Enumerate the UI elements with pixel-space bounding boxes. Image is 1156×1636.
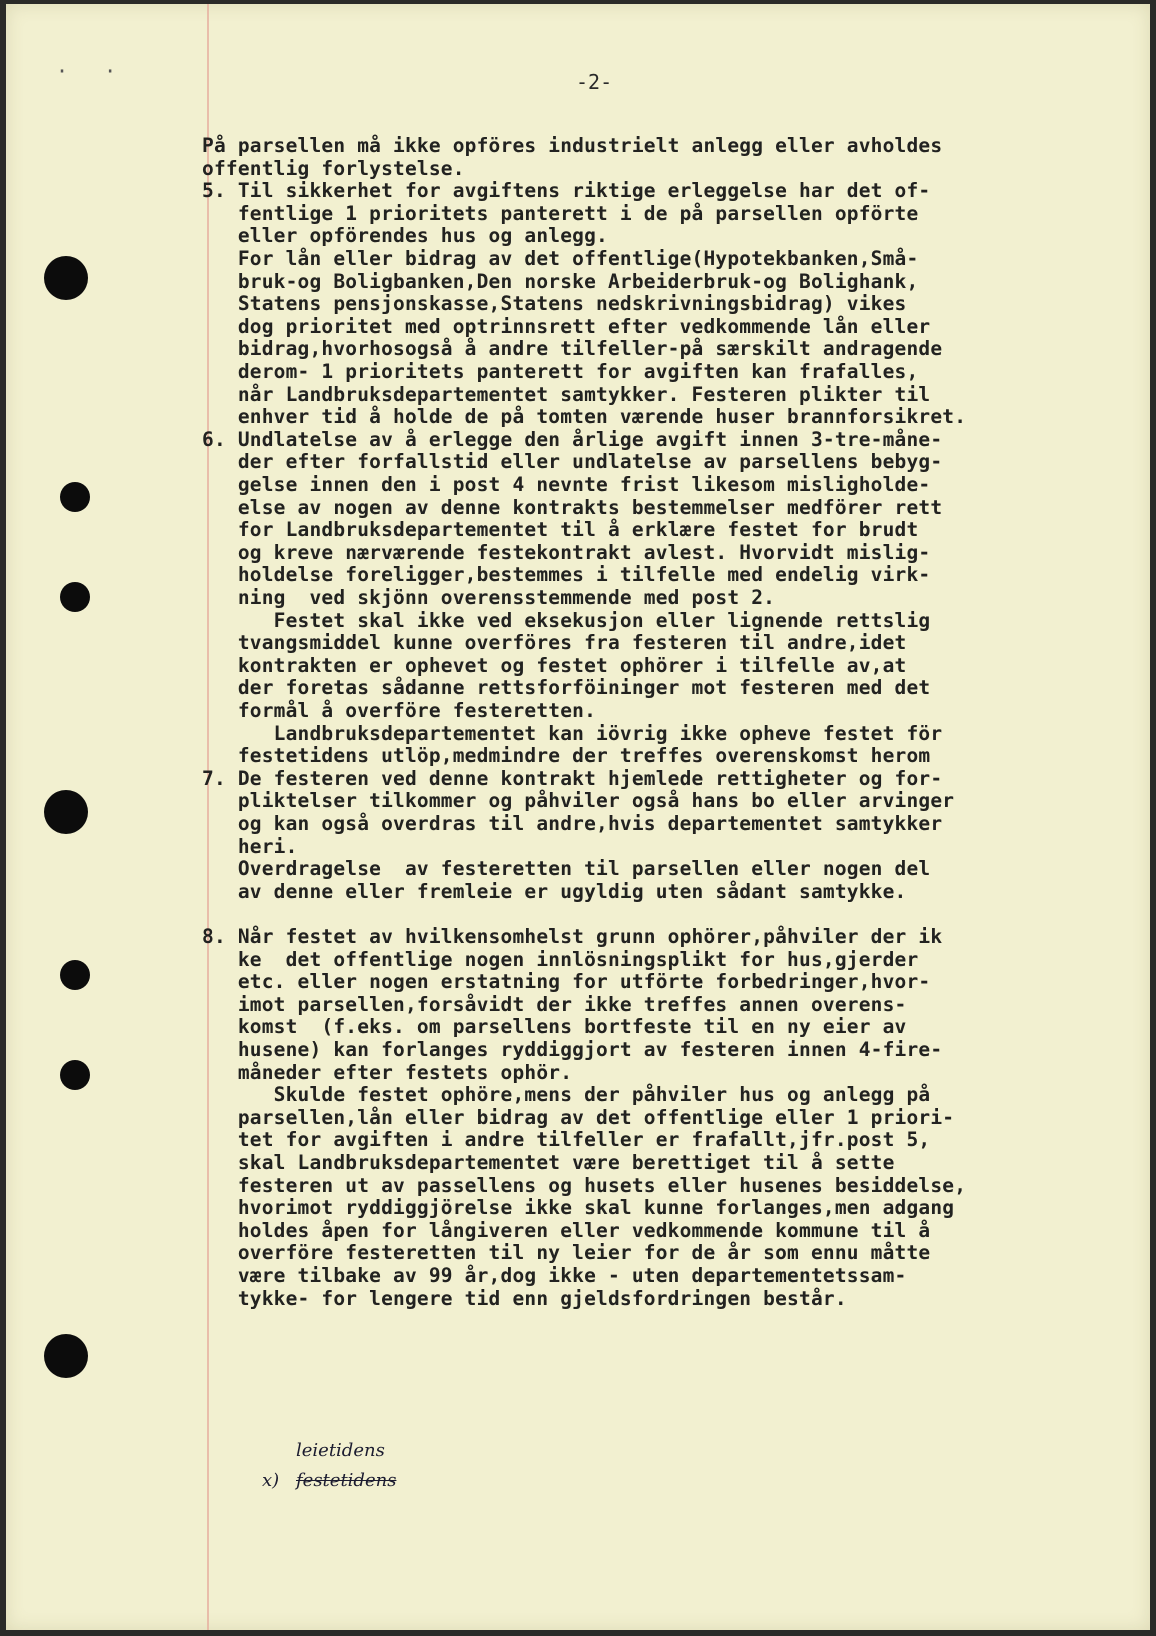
typed-line: skal Landbruksdepartementet være berettiget til å sette bbox=[202, 1151, 895, 1174]
typed-line: derom- 1 prioritets panterett for avgiften kan frafalles, bbox=[202, 360, 919, 383]
typed-line: av denne eller fremleie er ugyldig uten sådant samtykke. bbox=[202, 879, 907, 903]
typed-line: parsellen,lån eller bidrag av det offentlige eller 1 priori- bbox=[202, 1105, 955, 1129]
typed-line: formål å overföre festeretten. bbox=[202, 699, 597, 722]
typed-line: hvorimot ryddiggjörelse ikke skal kunne forlanges,men adgang bbox=[202, 1196, 955, 1220]
typed-line: tykke- for lengere tid enn gjeldsfordringen består. bbox=[202, 1286, 847, 1310]
typed-line: holdelse foreligger,bestemmes i tilfelle med endelig virk- bbox=[202, 563, 931, 587]
typed-line: der foretas sådanne rettsforföininger mot festeren med det bbox=[202, 676, 931, 700]
typed-line: for Landbruksdepartementet til å erklære festet for brudt bbox=[202, 518, 919, 542]
typed-line: festetidens utlöp,medmindre der treffes overenskomst herom bbox=[202, 744, 931, 768]
punch-hole-small bbox=[60, 582, 90, 612]
typed-line: overföre festeretten til ny leier for de år som ennu måtte bbox=[202, 1241, 931, 1265]
punch-hole-small bbox=[60, 482, 90, 512]
typed-line: offentlig forlystelse. bbox=[202, 156, 465, 180]
punch-hole-small bbox=[60, 960, 90, 990]
typed-line: 7. De festeren ved denne kontrakt hjemlede rettigheter og for- bbox=[202, 766, 943, 790]
typed-line: når Landbruksdepartementet samtykker. Festeren plikter til bbox=[202, 382, 931, 406]
punch-hole bbox=[44, 256, 88, 300]
typed-line: eller opförendes hus og anlegg. bbox=[202, 224, 608, 248]
typed-line: være tilbake av 99 år,dog ikke - uten departementetssam- bbox=[202, 1264, 907, 1287]
typed-line: komst (f.eks. om parsellens bortfeste til en ny eier av bbox=[202, 1015, 907, 1039]
typed-line: På parsellen må ikke opföres industrielt anlegg eller avholdes bbox=[202, 134, 943, 157]
typed-line: og kreve nærværende festekontrakt avlest. Hvorvidt mislig- bbox=[202, 540, 931, 564]
typed-line: ning ved skjönn overensstemmende med post 2. bbox=[202, 586, 776, 609]
punch-hole bbox=[44, 790, 88, 834]
typed-line: Statens pensjonskasse,Statens nedskrivningsbidrag) vikes bbox=[202, 292, 907, 316]
typed-line: tet for avgiften i andre tilfeller er frafallt,jfr.post 5, bbox=[202, 1128, 931, 1152]
typed-line: etc. eller nogen erstatning for utförte forbedringer,hvor- bbox=[202, 970, 931, 994]
typed-line: og kan også overdras til andre,hvis departementet samtykker bbox=[202, 812, 943, 835]
typed-line: Skulde festet ophöre,mens der påhviler hus og anlegg på bbox=[202, 1083, 931, 1107]
typed-line: imot parsellen,forsåvidt der ikke treffes annen overens- bbox=[202, 992, 907, 1016]
typed-line: else av nogen av denne kontrakts bestemmelser medförer rett bbox=[202, 495, 943, 519]
handwritten-note-top: leietidens bbox=[296, 1440, 385, 1461]
typed-line: Landbruksdepartementet kan iövrig ikke opheve festet för bbox=[202, 721, 943, 745]
typed-line: ke det offentlige nogen innlösningsplikt for hus,gjerder bbox=[202, 947, 919, 971]
typed-line: 6. Undlatelse av å erlegge den årlige avgift innen 3-tre-måne- bbox=[202, 427, 943, 451]
typed-line: tvangsmiddel kunne overföres fra festeren til andre,idet bbox=[202, 631, 907, 655]
handwritten-note-struck: festetidens bbox=[296, 1470, 397, 1491]
typed-line: Overdragelse av festeretten til parsellen eller nogen del bbox=[202, 857, 931, 881]
typed-line: For lån eller bidrag av det offentlige(Hypotekbanken,Små- bbox=[202, 247, 919, 270]
typed-line: Festet skal ikke ved eksekusjon eller lignende rettslig bbox=[202, 608, 931, 632]
typed-line: festeren ut av passellens og husets eller husenes besiddelse, bbox=[202, 1173, 967, 1197]
typed-line: der efter forfallstid eller undlatelse av parsellens bebyg- bbox=[202, 450, 943, 474]
typed-line: fentlige 1 prioritets panterett i de på parsellen opförte bbox=[202, 201, 919, 225]
typed-line: 8. Når festet av hvilkensomhelst grunn ophörer,påhviler der ik bbox=[202, 925, 943, 948]
typed-line: enhver tid å holde de på tomten værende huser brannforsikret. bbox=[202, 405, 967, 429]
typed-line: heri. bbox=[202, 834, 298, 858]
typed-line: pliktelser tilkommer og påhviler også hans bo eller arvinger bbox=[202, 789, 955, 813]
paper-specks: · · bbox=[56, 59, 129, 83]
typed-line: husene) kan forlanges ryddiggjort av festeren innen 4-fire- bbox=[202, 1038, 943, 1061]
typed-line: kontrakten er ophevet og festet ophörer i tilfelle av,at bbox=[202, 653, 907, 677]
typed-line: måneder efter festets ophör. bbox=[202, 1060, 573, 1084]
typed-line: gelse innen den i post 4 nevnte frist likesom misligholde- bbox=[202, 473, 931, 496]
typed-line: holdes åpen for långiveren eller vedkommende kommune til å bbox=[202, 1218, 931, 1242]
handwritten-note-mark: x) bbox=[262, 1470, 280, 1491]
typed-line: dog prioritet med optrinnsrett efter vedkommende lån eller bbox=[202, 314, 931, 338]
page-number: -2- bbox=[576, 70, 613, 94]
punch-hole bbox=[44, 1334, 88, 1378]
typed-line: bruk-og Boligbanken,Den norske Arbeiderbruk-og Bolighank, bbox=[202, 269, 919, 293]
document-page bbox=[6, 4, 1150, 1630]
typed-line: 5. Til sikkerhet for avgiftens riktige erleggelse har det of- bbox=[202, 179, 931, 203]
typed-line: bidrag,hvorhosogså å andre tilfeller-på særskilt andragende bbox=[202, 337, 943, 361]
punch-hole-small bbox=[60, 1060, 90, 1090]
